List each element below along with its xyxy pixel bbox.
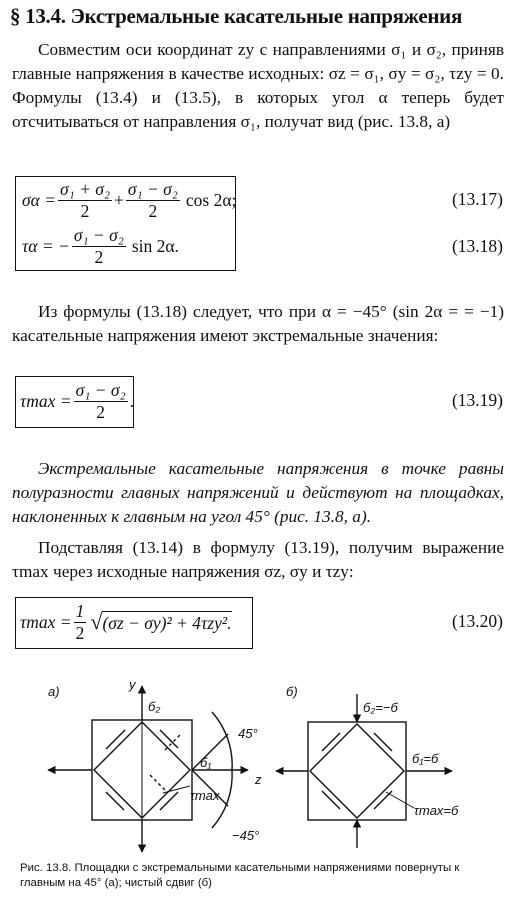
panel-a-sigma2-label: б₂ bbox=[148, 699, 161, 714]
panel-b-label: б) bbox=[286, 684, 298, 699]
panel-b-tau-label: τmax=б bbox=[414, 803, 459, 818]
eq19-number: (13.19) bbox=[451, 390, 503, 410]
paragraph-statement: Экстремальные касательные напряжения в точке равны полуразности главных напряжений и действуют на площадках, наклоненных к главным на угол 45° (рис. 13.8, а). bbox=[12, 459, 504, 526]
eq17-f2-denominator: 2 bbox=[148, 200, 158, 221]
panel-b-rotated-square bbox=[310, 724, 404, 818]
section-heading: § 13.4. Экстремальные касательные напряжения bbox=[10, 4, 463, 28]
panel-a-label: а) bbox=[48, 684, 60, 699]
eq20-denominator: 2 bbox=[75, 622, 85, 643]
panel-b-shear-arrow-3 bbox=[322, 791, 340, 809]
eq17-f2-numerator: σ₁ − σ₂ bbox=[127, 178, 178, 199]
panel-a-y-label: y bbox=[129, 677, 136, 692]
panel-a-shear-arrow-1 bbox=[106, 730, 125, 749]
panel-a-tau-label: τmax bbox=[190, 788, 220, 803]
figure-caption: Рис. 13.8. Площадки с экстремальными касательными напряжениями повернуты к главным на 45° (а); чистый сдвиг (б) bbox=[20, 862, 460, 889]
eq17-number: (13.17) bbox=[451, 189, 503, 209]
panel-b-tau-leader bbox=[386, 792, 414, 808]
eq17-tail: cos 2α; bbox=[185, 189, 237, 210]
paragraph-extremum: Из формулы (13.18) следует, что при α = −45° (sin 2α = = −1) касательные напряжения имеют экстремальные значения: bbox=[12, 302, 504, 345]
panel-a-shear-arrow-3 bbox=[106, 792, 124, 810]
panel-b-sigma2-label: б₂=−б bbox=[363, 700, 398, 715]
eq19-numerator: σ₁ − σ₂ bbox=[75, 379, 126, 400]
paragraph-intro: Совместим оси координат zy с направлениями σ₁ и σ₂, приняв главные напряжения в качестве исходных: σz = σ₁, σy = σ₂, τzy = 0. Формулы (13.4) и (13.5), в которых угол α теперь будет отсчитываться от направления σ₁, получат вид (рис. 13.8, а) bbox=[12, 40, 504, 131]
panel-a-sigma1-label: б₁ bbox=[200, 755, 212, 770]
panel-a-angle-neg-label: −45° bbox=[232, 828, 260, 843]
eq19-lhs: τmax = bbox=[20, 390, 72, 411]
eq20-radicand: (σz − σy)² + 4τzy². bbox=[102, 612, 232, 633]
eq17-lhs: σα = bbox=[22, 189, 57, 210]
panel-a-angle-arc-pos bbox=[212, 712, 232, 770]
panel-a-z-label: z bbox=[255, 772, 262, 787]
eq18-number: (13.18) bbox=[451, 236, 503, 256]
eq20-lhs: τmax = bbox=[20, 611, 72, 632]
eq18-denominator: 2 bbox=[94, 246, 104, 267]
sqrt-sign-icon: √ bbox=[90, 609, 103, 634]
panel-b-sigma1-label: б₁=б bbox=[412, 751, 439, 766]
panel-a-tau-leader bbox=[163, 786, 190, 793]
eq17-f1-denominator: 2 bbox=[80, 200, 90, 221]
panel-b-shear-arrow-1 bbox=[322, 733, 340, 751]
eq17-f1-numerator: σ₁ + σ₂ bbox=[60, 178, 111, 199]
panel-b-shear-arrow-2 bbox=[374, 733, 392, 751]
eq19-denominator: 2 bbox=[96, 401, 105, 422]
eq18-tail: sin 2α. bbox=[131, 235, 179, 256]
eq18-lhs: τα = − bbox=[22, 235, 70, 256]
panel-a-dashed-normal-2 bbox=[150, 775, 165, 790]
panel-a-shear-arrow-4 bbox=[160, 792, 178, 810]
panel-b-element-square bbox=[308, 722, 406, 820]
eq17-plus: + bbox=[114, 189, 124, 210]
eq18-numerator: σ₁ − σ₂ bbox=[73, 224, 124, 245]
panel-a-angle-pos-label: 45° bbox=[238, 726, 258, 741]
eq19-tail: . bbox=[129, 390, 134, 411]
paragraph-substitution: Подставляя (13.14) в формулу (13.19), получим выражение τmax через исходные напряжения σz, σy и τzy: bbox=[12, 538, 504, 581]
eq20-number: (13.20) bbox=[451, 611, 503, 631]
eq20-numerator: 1 bbox=[75, 600, 85, 621]
